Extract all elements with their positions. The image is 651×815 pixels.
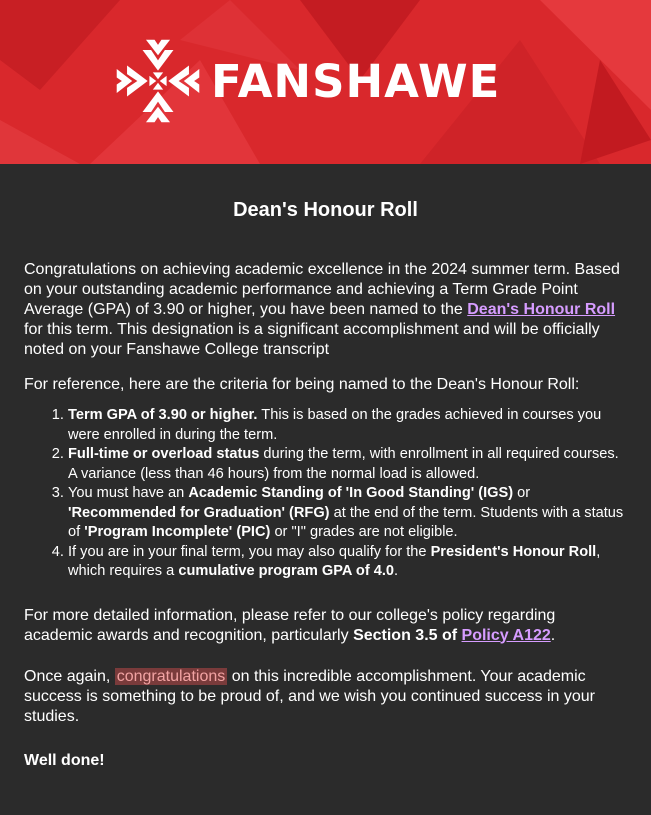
- intro-paragraph: [24, 260, 627, 360]
- criteria-4-text-a: If you are in your final term, you may also qualify for the: [68, 543, 431, 560]
- fanshawe-arrows-logo-icon: [115, 38, 201, 124]
- signoff: Well done!: [24, 751, 105, 769]
- deans-honour-roll-link[interactable]: Dean's Honour Roll: [467, 301, 616, 318]
- criteria-item-3: [68, 484, 627, 543]
- criteria-2-text: during the term, with enrollment in all required courses. A variance (less than 46 hours) from the normal load is allowed.: [68, 446, 619, 482]
- policy-text-before: For more detailed information, please refer to our college's policy regarding academic awards and recognition, particularly: [24, 606, 556, 644]
- closing-paragraph: [24, 667, 627, 727]
- policy-a122-link[interactable]: Policy A122: [461, 626, 551, 644]
- criteria-list: [24, 406, 627, 582]
- intro-text-before: Congratulations on achieving academic excellence in the 2024 summer term. Based on your outstanding academic performance and achieving a Term Grade Point Average (GPA) of 3.90 or higher, you have been named to the: [24, 261, 620, 318]
- criteria-item-4: [68, 543, 627, 582]
- criteria-3-bold-b: 'Recommended for Graduation' (RFG): [68, 504, 330, 521]
- criteria-4-bold-a: President's Honour Roll: [430, 543, 597, 560]
- brand-wordmark: FANSHAWE: [211, 54, 501, 108]
- email-body: [0, 198, 651, 771]
- header-banner: [0, 0, 651, 164]
- criteria-item-2: [68, 445, 627, 484]
- criteria-4-text-b: , which requires a: [68, 543, 601, 579]
- criteria-3-text-c: at the end of the term. Students with a status of: [68, 504, 624, 540]
- email-title: Dean's Honour Roll: [233, 199, 418, 221]
- closing-text-after: on this incredible accomplishment. Your academic success is something to be proud of, and we wish you continued success in your studies.: [24, 667, 595, 725]
- brand-logo: [115, 38, 500, 124]
- criteria-item-1: [68, 406, 627, 445]
- highlighted-word: congratulations: [116, 667, 226, 685]
- criteria-1-text: This is based on the grades achieved in courses you were enrolled in during the term.: [68, 407, 602, 443]
- policy-paragraph: [24, 606, 627, 646]
- criteria-1-bold: Term GPA of 3.90 or higher.: [68, 407, 258, 423]
- intro-text-after: for this term. This designation is a significant accomplishment and will be officially noted on your Fanshawe College transcript: [24, 321, 600, 358]
- criteria-intro: For reference, here are the criteria for being named to the Dean's Honour Roll:: [24, 376, 580, 393]
- criteria-3-text-a: You must have an: [68, 485, 189, 501]
- criteria-4-bold-b: cumulative program GPA of 4.0: [178, 563, 395, 579]
- criteria-2-bold: Full-time or overload status: [68, 446, 260, 462]
- policy-text-after: .: [550, 626, 556, 644]
- criteria-3-text-b: or: [513, 485, 531, 501]
- criteria-3-bold-c: 'Program Incomplete' (PIC): [84, 524, 271, 540]
- closing-text-before: Once again,: [24, 667, 115, 685]
- criteria-3-text-d: or "I" grades are not eligible.: [270, 524, 458, 540]
- criteria-3-bold-a: Academic Standing of 'In Good Standing' (IGS): [188, 485, 514, 501]
- policy-section-bold: Section 3.5 of: [353, 626, 462, 644]
- criteria-4-text-c: .: [394, 563, 399, 579]
